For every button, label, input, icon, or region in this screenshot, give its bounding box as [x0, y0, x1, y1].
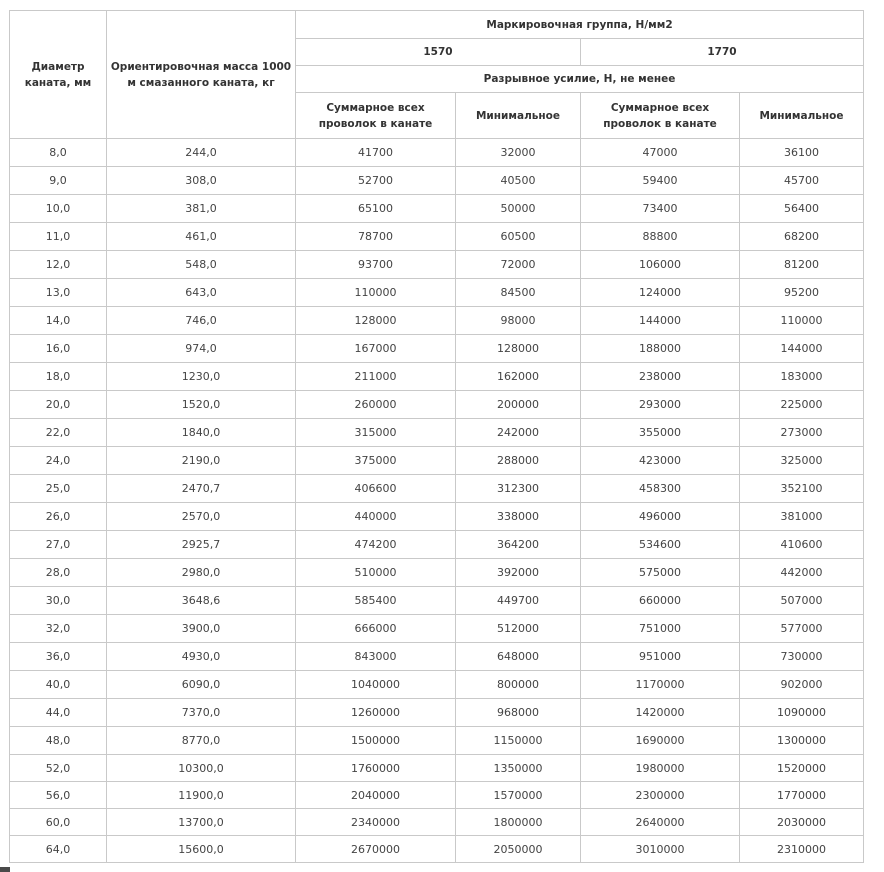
total-1770-cell: 1420000 [581, 699, 740, 727]
min-1770-cell: 225000 [740, 391, 864, 419]
table-row [10, 643, 864, 671]
total-1570-cell: 1500000 [296, 727, 456, 755]
mass-cell: 244,0 [107, 139, 296, 167]
total-1570-cell: 474200 [296, 531, 456, 559]
mass-cell: 461,0 [107, 223, 296, 251]
mass-cell: 4930,0 [107, 643, 296, 671]
diameter-cell: 13,0 [10, 279, 107, 307]
table-row [10, 755, 864, 782]
diameter-cell: 11,0 [10, 223, 107, 251]
total-1570-cell: 52700 [296, 167, 456, 195]
total-1770-cell: 47000 [581, 139, 740, 167]
min-1770-cell: 352100 [740, 475, 864, 503]
total-1570-cell: 211000 [296, 363, 456, 391]
total-1770-cell: 496000 [581, 503, 740, 531]
table-row [10, 475, 864, 503]
mass-cell: 548,0 [107, 251, 296, 279]
min-1770-cell: 144000 [740, 335, 864, 363]
total-1770-cell: 2300000 [581, 782, 740, 809]
header-breaking-force: Разрывное усилие, Н, не менее [296, 66, 864, 93]
header-min-1770: Минимальное [740, 93, 864, 139]
mass-cell: 11900,0 [107, 782, 296, 809]
header-diameter: Диаметр каната, мм [10, 11, 107, 139]
min-1570-cell: 800000 [456, 671, 581, 699]
header-marking-group: Маркировочная группа, Н/мм2 [296, 11, 864, 39]
mass-cell: 2925,7 [107, 531, 296, 559]
diameter-cell: 25,0 [10, 475, 107, 503]
total-1770-cell: 951000 [581, 643, 740, 671]
min-1570-cell: 968000 [456, 699, 581, 727]
diameter-cell: 36,0 [10, 643, 107, 671]
table-row [10, 615, 864, 643]
diameter-cell: 22,0 [10, 419, 107, 447]
header-mass: Ориентировочная масса 1000 м смазанного каната, кг [107, 11, 296, 139]
header-group-1770: 1770 [581, 39, 864, 66]
total-1570-cell: 843000 [296, 643, 456, 671]
total-1570-cell: 65100 [296, 195, 456, 223]
table-row [10, 419, 864, 447]
diameter-cell: 28,0 [10, 559, 107, 587]
diameter-cell: 10,0 [10, 195, 107, 223]
min-1570-cell: 449700 [456, 587, 581, 615]
total-1570-cell: 440000 [296, 503, 456, 531]
min-1770-cell: 442000 [740, 559, 864, 587]
table-row [10, 503, 864, 531]
min-1770-cell: 1770000 [740, 782, 864, 809]
diameter-cell: 12,0 [10, 251, 107, 279]
total-1570-cell: 78700 [296, 223, 456, 251]
diameter-cell: 14,0 [10, 307, 107, 335]
min-1570-cell: 648000 [456, 643, 581, 671]
min-1770-cell: 325000 [740, 447, 864, 475]
total-1570-cell: 2340000 [296, 809, 456, 836]
min-1770-cell: 2310000 [740, 836, 864, 863]
min-1570-cell: 242000 [456, 419, 581, 447]
table-row [10, 447, 864, 475]
header-min-1570: Минимальное [456, 93, 581, 139]
min-1570-cell: 162000 [456, 363, 581, 391]
total-1570-cell: 406600 [296, 475, 456, 503]
table-row [10, 699, 864, 727]
mass-cell: 2980,0 [107, 559, 296, 587]
mass-cell: 6090,0 [107, 671, 296, 699]
total-1770-cell: 293000 [581, 391, 740, 419]
total-1570-cell: 510000 [296, 559, 456, 587]
min-1570-cell: 84500 [456, 279, 581, 307]
min-1770-cell: 81200 [740, 251, 864, 279]
min-1770-cell: 183000 [740, 363, 864, 391]
min-1770-cell: 1090000 [740, 699, 864, 727]
total-1770-cell: 458300 [581, 475, 740, 503]
table-row [10, 727, 864, 755]
rope-specs-table [9, 10, 864, 863]
min-1770-cell: 730000 [740, 643, 864, 671]
total-1570-cell: 260000 [296, 391, 456, 419]
min-1770-cell: 110000 [740, 307, 864, 335]
mass-cell: 1230,0 [107, 363, 296, 391]
diameter-cell: 48,0 [10, 727, 107, 755]
total-1570-cell: 1040000 [296, 671, 456, 699]
total-1770-cell: 660000 [581, 587, 740, 615]
min-1770-cell: 1520000 [740, 755, 864, 782]
mass-cell: 8770,0 [107, 727, 296, 755]
total-1570-cell: 1760000 [296, 755, 456, 782]
min-1570-cell: 60500 [456, 223, 581, 251]
total-1770-cell: 751000 [581, 615, 740, 643]
table-row [10, 223, 864, 251]
min-1770-cell: 2030000 [740, 809, 864, 836]
mass-cell: 746,0 [107, 307, 296, 335]
total-1770-cell: 124000 [581, 279, 740, 307]
diameter-cell: 30,0 [10, 587, 107, 615]
min-1570-cell: 288000 [456, 447, 581, 475]
min-1770-cell: 56400 [740, 195, 864, 223]
diameter-cell: 16,0 [10, 335, 107, 363]
table-header [10, 11, 864, 139]
total-1770-cell: 106000 [581, 251, 740, 279]
total-1770-cell: 423000 [581, 447, 740, 475]
total-1570-cell: 315000 [296, 419, 456, 447]
min-1570-cell: 1350000 [456, 755, 581, 782]
table-body [10, 139, 864, 863]
min-1570-cell: 1800000 [456, 809, 581, 836]
diameter-cell: 64,0 [10, 836, 107, 863]
table-row [10, 335, 864, 363]
min-1570-cell: 364200 [456, 531, 581, 559]
min-1770-cell: 507000 [740, 587, 864, 615]
min-1770-cell: 1300000 [740, 727, 864, 755]
diameter-cell: 24,0 [10, 447, 107, 475]
min-1770-cell: 381000 [740, 503, 864, 531]
total-1770-cell: 73400 [581, 195, 740, 223]
table-row [10, 307, 864, 335]
table-row [10, 782, 864, 809]
table-row [10, 587, 864, 615]
mass-cell: 3648,6 [107, 587, 296, 615]
diameter-cell: 20,0 [10, 391, 107, 419]
mass-cell: 2570,0 [107, 503, 296, 531]
diameter-cell: 52,0 [10, 755, 107, 782]
diameter-cell: 32,0 [10, 615, 107, 643]
mass-cell: 13700,0 [107, 809, 296, 836]
table-row [10, 167, 864, 195]
diameter-cell: 44,0 [10, 699, 107, 727]
min-1570-cell: 512000 [456, 615, 581, 643]
min-1570-cell: 2050000 [456, 836, 581, 863]
total-1770-cell: 144000 [581, 307, 740, 335]
table-row [10, 391, 864, 419]
mass-cell: 2190,0 [107, 447, 296, 475]
table-row [10, 559, 864, 587]
min-1770-cell: 36100 [740, 139, 864, 167]
total-1770-cell: 534600 [581, 531, 740, 559]
diameter-cell: 9,0 [10, 167, 107, 195]
table-row [10, 195, 864, 223]
diameter-cell: 56,0 [10, 782, 107, 809]
header-total-1770: Суммарное всех проволок в канате [581, 93, 740, 139]
mass-cell: 7370,0 [107, 699, 296, 727]
total-1770-cell: 1980000 [581, 755, 740, 782]
total-1570-cell: 1260000 [296, 699, 456, 727]
min-1770-cell: 273000 [740, 419, 864, 447]
total-1770-cell: 1690000 [581, 727, 740, 755]
header-total-1570: Суммарное всех проволок в канате [296, 93, 456, 139]
table-row [10, 251, 864, 279]
total-1570-cell: 375000 [296, 447, 456, 475]
total-1570-cell: 110000 [296, 279, 456, 307]
min-1570-cell: 50000 [456, 195, 581, 223]
min-1770-cell: 410600 [740, 531, 864, 559]
diameter-cell: 40,0 [10, 671, 107, 699]
min-1570-cell: 1570000 [456, 782, 581, 809]
total-1770-cell: 88800 [581, 223, 740, 251]
total-1770-cell: 575000 [581, 559, 740, 587]
total-1570-cell: 167000 [296, 335, 456, 363]
min-1770-cell: 95200 [740, 279, 864, 307]
min-1570-cell: 1150000 [456, 727, 581, 755]
header-group-1570: 1570 [296, 39, 581, 66]
table-row [10, 836, 864, 863]
mass-cell: 10300,0 [107, 755, 296, 782]
mass-cell: 974,0 [107, 335, 296, 363]
diameter-cell: 18,0 [10, 363, 107, 391]
table-row [10, 363, 864, 391]
mass-cell: 15600,0 [107, 836, 296, 863]
min-1570-cell: 392000 [456, 559, 581, 587]
total-1770-cell: 3010000 [581, 836, 740, 863]
total-1570-cell: 128000 [296, 307, 456, 335]
total-1570-cell: 2040000 [296, 782, 456, 809]
diameter-cell: 26,0 [10, 503, 107, 531]
min-1570-cell: 40500 [456, 167, 581, 195]
mass-cell: 308,0 [107, 167, 296, 195]
min-1770-cell: 45700 [740, 167, 864, 195]
min-1570-cell: 200000 [456, 391, 581, 419]
table-row [10, 809, 864, 836]
min-1570-cell: 338000 [456, 503, 581, 531]
diameter-cell: 60,0 [10, 809, 107, 836]
total-1770-cell: 238000 [581, 363, 740, 391]
min-1570-cell: 312300 [456, 475, 581, 503]
min-1770-cell: 68200 [740, 223, 864, 251]
total-1770-cell: 355000 [581, 419, 740, 447]
mass-cell: 381,0 [107, 195, 296, 223]
total-1570-cell: 585400 [296, 587, 456, 615]
table-row [10, 139, 864, 167]
min-1770-cell: 577000 [740, 615, 864, 643]
total-1570-cell: 93700 [296, 251, 456, 279]
mass-cell: 643,0 [107, 279, 296, 307]
total-1770-cell: 2640000 [581, 809, 740, 836]
total-1770-cell: 59400 [581, 167, 740, 195]
diameter-cell: 27,0 [10, 531, 107, 559]
mass-cell: 1520,0 [107, 391, 296, 419]
mass-cell: 1840,0 [107, 419, 296, 447]
min-1570-cell: 32000 [456, 139, 581, 167]
diameter-cell: 8,0 [10, 139, 107, 167]
corner-marker [0, 867, 10, 872]
min-1570-cell: 128000 [456, 335, 581, 363]
min-1770-cell: 902000 [740, 671, 864, 699]
total-1770-cell: 1170000 [581, 671, 740, 699]
mass-cell: 2470,7 [107, 475, 296, 503]
total-1570-cell: 41700 [296, 139, 456, 167]
min-1570-cell: 98000 [456, 307, 581, 335]
total-1570-cell: 666000 [296, 615, 456, 643]
min-1570-cell: 72000 [456, 251, 581, 279]
mass-cell: 3900,0 [107, 615, 296, 643]
total-1570-cell: 2670000 [296, 836, 456, 863]
table-row [10, 279, 864, 307]
table-row [10, 531, 864, 559]
total-1770-cell: 188000 [581, 335, 740, 363]
table-row [10, 671, 864, 699]
